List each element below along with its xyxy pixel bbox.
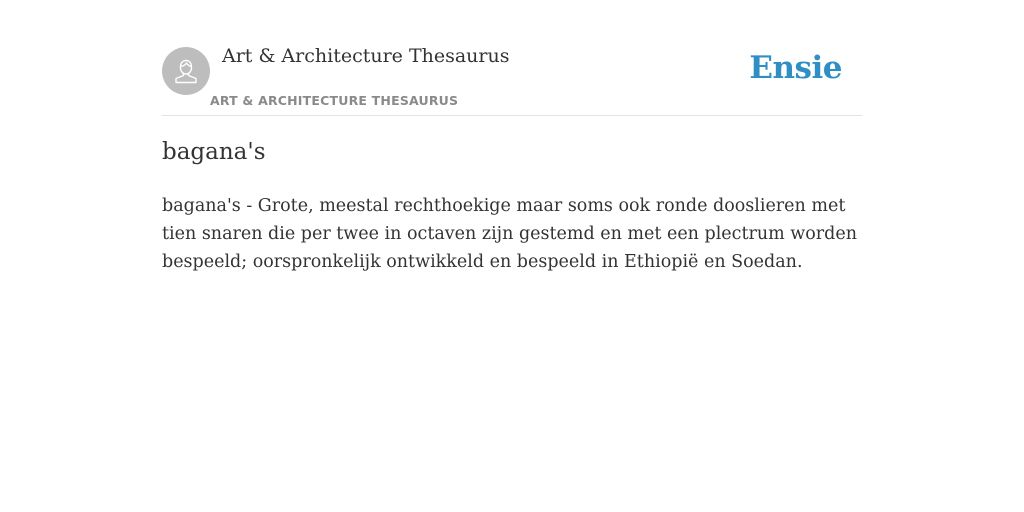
source-title[interactable]: Art & Architecture Thesaurus	[222, 45, 510, 67]
source-subtitle: ART & ARCHITECTURE THESAURUS	[210, 93, 459, 108]
entry-term: bagana's	[162, 139, 266, 165]
ensie-logo[interactable]: Ensie	[749, 50, 842, 86]
avatar[interactable]	[162, 47, 210, 95]
entry-definition: bagana's - Grote, meestal rechthoekige maar soms ook ronde dooslieren met tien snaren die per twee in octaven zijn gestemd en met een plectrum worden bespeeld; oorspronkelijk ontwikkeld en bespeeld in Ethiopië en Soedan.	[162, 196, 858, 272]
entry-header	[162, 40, 862, 116]
user-icon	[171, 56, 201, 86]
